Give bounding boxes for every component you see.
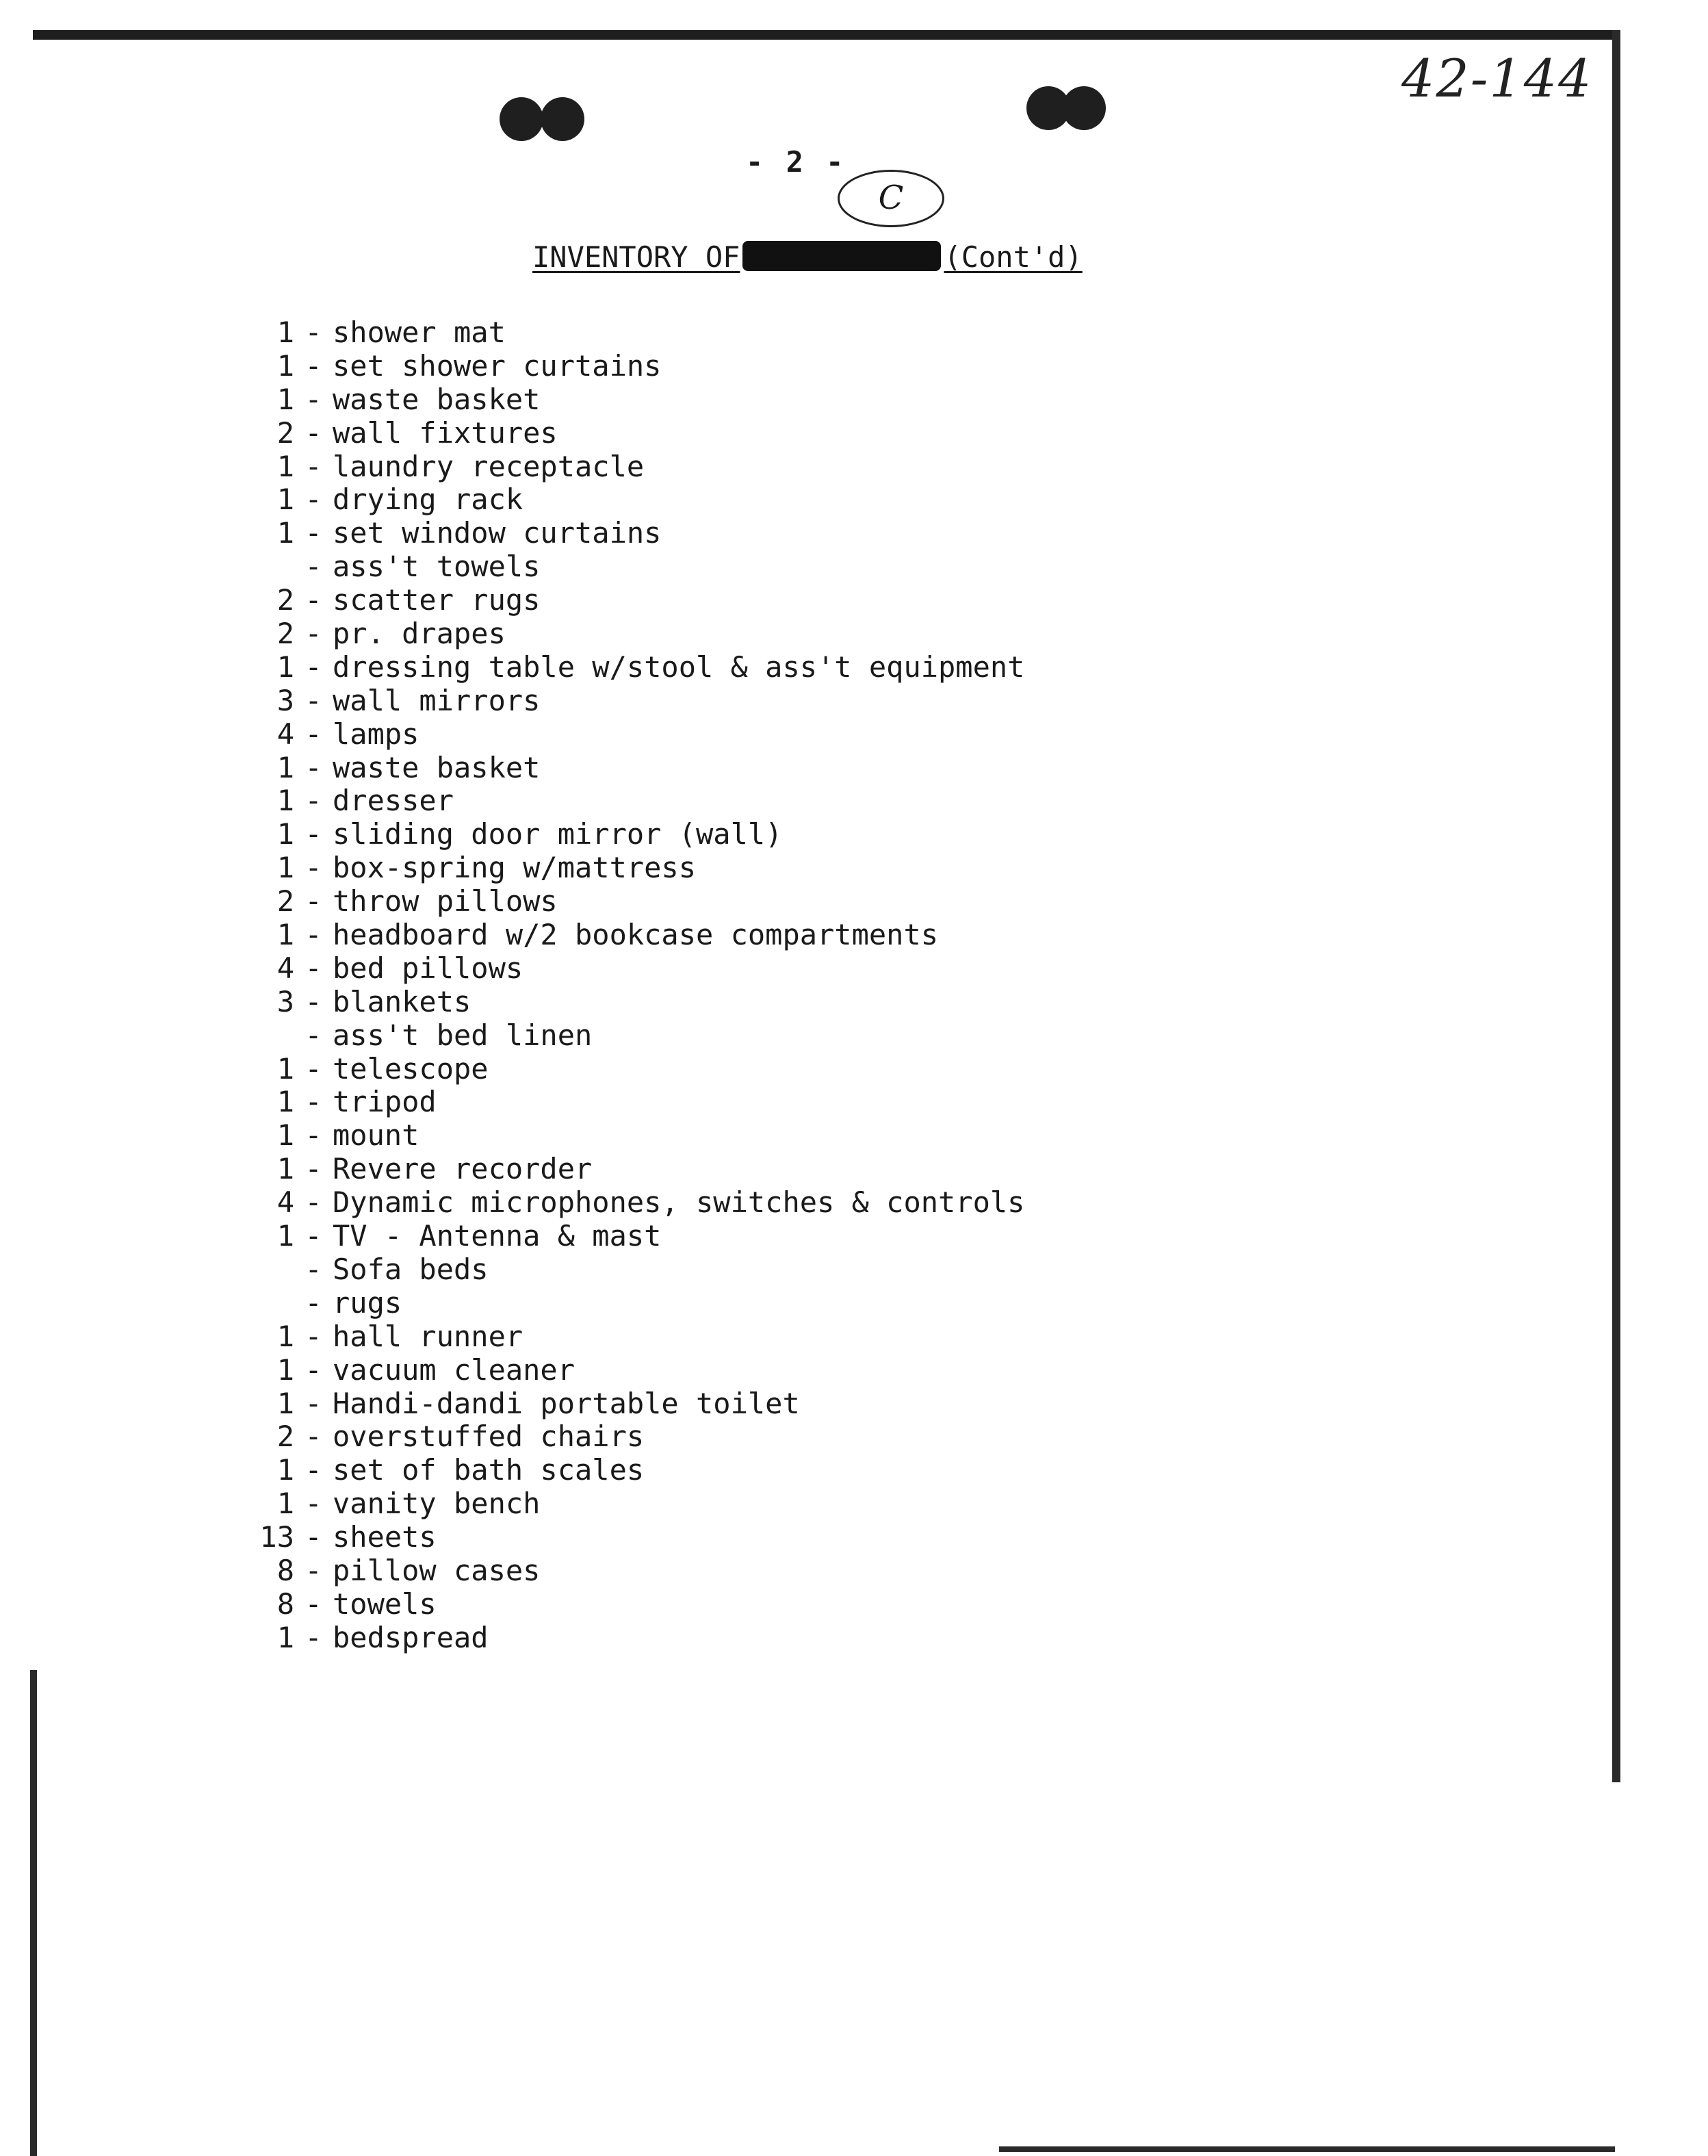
item-dash: -	[305, 650, 322, 684]
item-quantity: 1	[276, 1620, 294, 1654]
inventory-item	[255, 1086, 1024, 1119]
item-quantity: 13	[259, 1520, 294, 1554]
item-dash: -	[305, 449, 322, 483]
item-quantity: 1	[276, 516, 294, 550]
item-quantity: 1	[276, 750, 294, 784]
item-dash: -	[305, 1085, 322, 1119]
item-dash: -	[305, 1587, 322, 1621]
inventory-item	[255, 718, 1024, 752]
item-dash: -	[305, 1118, 322, 1153]
item-description: Handi-dandi portable toilet	[333, 1386, 800, 1420]
item-quantity: 3	[276, 683, 294, 717]
item-dash: -	[305, 382, 322, 416]
item-description: drying rack	[333, 483, 523, 517]
item-dash: -	[305, 415, 322, 450]
item-dash: -	[305, 1352, 322, 1387]
item-description: Sofa beds	[333, 1252, 489, 1286]
item-dash: -	[305, 348, 322, 383]
item-description: throw pillows	[333, 884, 558, 919]
item-dash: -	[305, 1051, 322, 1086]
item-description: towels	[333, 1587, 437, 1621]
item-description: shower mat	[333, 316, 506, 349]
redaction-block	[742, 241, 941, 271]
item-dash: -	[305, 1252, 322, 1286]
item-dash: -	[305, 1453, 322, 1487]
item-quantity	[255, 1253, 294, 1287]
item-quantity: 1	[276, 1487, 294, 1521]
item-description: ass't bed linen	[333, 1018, 593, 1052]
item-quantity: 2	[276, 415, 294, 450]
item-dash: -	[305, 1620, 322, 1654]
inventory-item	[255, 1320, 1024, 1354]
item-description: waste basket	[333, 750, 541, 784]
inventory-item	[255, 1621, 1024, 1655]
inventory-item	[255, 1420, 1024, 1454]
item-description: ass't towels	[333, 550, 541, 584]
item-dash: -	[305, 817, 322, 851]
inventory-list	[255, 316, 1024, 1655]
item-description: sheets	[333, 1520, 437, 1554]
item-dash: -	[305, 884, 322, 919]
item-description: tripod	[333, 1085, 437, 1119]
inventory-item	[255, 1454, 1024, 1487]
item-quantity: 1	[276, 1453, 294, 1487]
item-quantity: 2	[276, 1420, 294, 1454]
item-quantity	[255, 1287, 294, 1320]
inventory-item	[255, 1354, 1024, 1387]
inventory-item	[255, 851, 1024, 885]
item-description: pr. drapes	[333, 617, 506, 651]
item-quantity	[255, 550, 294, 584]
item-dash: -	[305, 1520, 322, 1554]
circled-mark: C	[838, 170, 944, 227]
inventory-item	[255, 1521, 1024, 1554]
inventory-item	[255, 1220, 1024, 1253]
item-dash: -	[305, 516, 322, 550]
item-quantity: 1	[276, 851, 294, 885]
item-description: pillow cases	[333, 1553, 541, 1587]
item-description: waste basket	[333, 382, 541, 416]
inventory-item	[255, 1554, 1024, 1588]
item-quantity: 4	[276, 951, 294, 985]
item-dash: -	[305, 717, 322, 751]
item-quantity: 2	[276, 617, 294, 651]
item-description: laundry receptacle	[333, 449, 645, 483]
item-description: vacuum cleaner	[333, 1352, 575, 1387]
item-description: telescope	[333, 1051, 489, 1086]
item-dash: -	[305, 617, 322, 651]
scan-edge-left	[30, 1670, 37, 2156]
inventory-item	[255, 450, 1024, 484]
item-description: lamps	[333, 717, 419, 751]
item-dash: -	[305, 984, 322, 1018]
item-quantity: 1	[276, 1219, 294, 1253]
inventory-item	[255, 517, 1024, 550]
item-quantity: 1	[276, 650, 294, 684]
scan-edge-top	[33, 30, 1620, 40]
item-dash: -	[305, 1386, 322, 1420]
item-description: bedspread	[333, 1620, 489, 1654]
inventory-item	[255, 919, 1024, 952]
item-dash: -	[305, 1553, 322, 1587]
item-quantity: 1	[276, 1051, 294, 1086]
handwritten-file-number: 42-144	[1401, 48, 1593, 109]
item-dash: -	[305, 316, 322, 349]
item-description: bed pillows	[333, 951, 523, 985]
item-quantity: 2	[276, 884, 294, 919]
item-quantity: 1	[276, 1352, 294, 1387]
inventory-item	[255, 1019, 1024, 1053]
item-description: headboard w/2 bookcase compartments	[333, 918, 939, 952]
item-quantity: 2	[276, 583, 294, 617]
item-description: vanity bench	[333, 1487, 541, 1521]
item-quantity: 1	[276, 1152, 294, 1186]
inventory-item	[255, 818, 1024, 851]
item-quantity: 1	[276, 1319, 294, 1353]
item-dash: -	[305, 851, 322, 885]
item-quantity: 1	[276, 316, 294, 349]
item-description: mount	[333, 1118, 419, 1153]
item-dash: -	[305, 1487, 322, 1521]
inventory-item	[255, 483, 1024, 517]
page-heading	[532, 240, 1083, 275]
item-description: hall runner	[333, 1319, 523, 1353]
item-dash: -	[305, 583, 322, 617]
item-description: set of bath scales	[333, 1453, 645, 1487]
inventory-item	[255, 1119, 1024, 1153]
item-quantity: 1	[276, 1118, 294, 1153]
item-description: set shower curtains	[333, 348, 662, 383]
item-description: box-spring w/mattress	[333, 851, 697, 885]
inventory-item	[255, 784, 1024, 818]
item-quantity: 3	[276, 984, 294, 1018]
item-quantity: 4	[276, 1185, 294, 1220]
inventory-item	[255, 584, 1024, 617]
item-description: dresser	[333, 784, 454, 818]
scan-edge-right	[1612, 30, 1620, 1782]
item-dash: -	[305, 1285, 322, 1320]
inventory-item	[255, 617, 1024, 651]
item-dash: -	[305, 918, 322, 952]
item-description: TV - Antenna & mast	[333, 1219, 662, 1253]
inventory-item	[255, 316, 1024, 350]
item-dash: -	[305, 1152, 322, 1186]
inventory-item	[255, 550, 1024, 584]
item-description: dressing table w/stool & ass't equipment	[333, 650, 1025, 684]
inventory-item	[255, 1186, 1024, 1220]
item-quantity: 1	[276, 449, 294, 483]
item-description: Dynamic microphones, switches & controls	[333, 1185, 1025, 1220]
item-description: rugs	[333, 1285, 402, 1320]
scan-edge-bottom	[999, 2146, 1615, 2152]
inventory-item	[255, 986, 1024, 1019]
punch-hole	[541, 97, 584, 141]
item-description: Revere recorder	[333, 1152, 593, 1186]
item-quantity: 8	[276, 1553, 294, 1587]
item-dash: -	[305, 550, 322, 584]
page-number: - 2 -	[746, 145, 846, 179]
item-dash: -	[305, 1018, 322, 1052]
item-quantity: 1	[276, 918, 294, 952]
punch-hole	[500, 97, 543, 141]
item-description: sliding door mirror (wall)	[333, 817, 783, 851]
item-description: overstuffed chairs	[333, 1420, 645, 1454]
inventory-item	[255, 1287, 1024, 1320]
inventory-item	[255, 1387, 1024, 1421]
item-dash: -	[305, 483, 322, 517]
item-dash: -	[305, 1420, 322, 1454]
inventory-item	[255, 1487, 1024, 1521]
item-dash: -	[305, 750, 322, 784]
item-quantity: 1	[276, 1386, 294, 1420]
item-description: scatter rugs	[333, 583, 541, 617]
item-quantity: 1	[276, 382, 294, 416]
item-description: blankets	[333, 984, 471, 1018]
inventory-item	[255, 1588, 1024, 1621]
item-quantity: 1	[276, 817, 294, 851]
heading-prefix: INVENTORY OF	[532, 240, 740, 274]
inventory-item	[255, 1153, 1024, 1186]
item-dash: -	[305, 951, 322, 985]
inventory-item	[255, 885, 1024, 919]
item-quantity: 4	[276, 717, 294, 751]
inventory-item	[255, 417, 1024, 450]
inventory-item	[255, 350, 1024, 383]
item-dash: -	[305, 1219, 322, 1253]
item-dash: -	[305, 784, 322, 818]
item-quantity: 1	[276, 784, 294, 818]
item-dash: -	[305, 683, 322, 717]
item-quantity: 8	[276, 1587, 294, 1621]
inventory-item	[255, 1253, 1024, 1287]
item-description: set window curtains	[333, 516, 662, 550]
item-quantity	[255, 1019, 294, 1053]
heading-suffix: (Cont'd)	[944, 240, 1083, 274]
punch-hole	[1062, 86, 1106, 130]
item-description: wall fixtures	[333, 415, 558, 450]
item-description: wall mirrors	[333, 683, 541, 717]
item-quantity: 1	[276, 1085, 294, 1119]
item-quantity: 1	[276, 483, 294, 517]
item-dash: -	[305, 1319, 322, 1353]
inventory-item	[255, 752, 1024, 785]
inventory-item	[255, 383, 1024, 417]
inventory-item	[255, 952, 1024, 986]
inventory-item	[255, 651, 1024, 684]
inventory-item	[255, 1053, 1024, 1086]
item-dash: -	[305, 1185, 322, 1220]
item-quantity: 1	[276, 348, 294, 383]
inventory-item	[255, 684, 1024, 718]
